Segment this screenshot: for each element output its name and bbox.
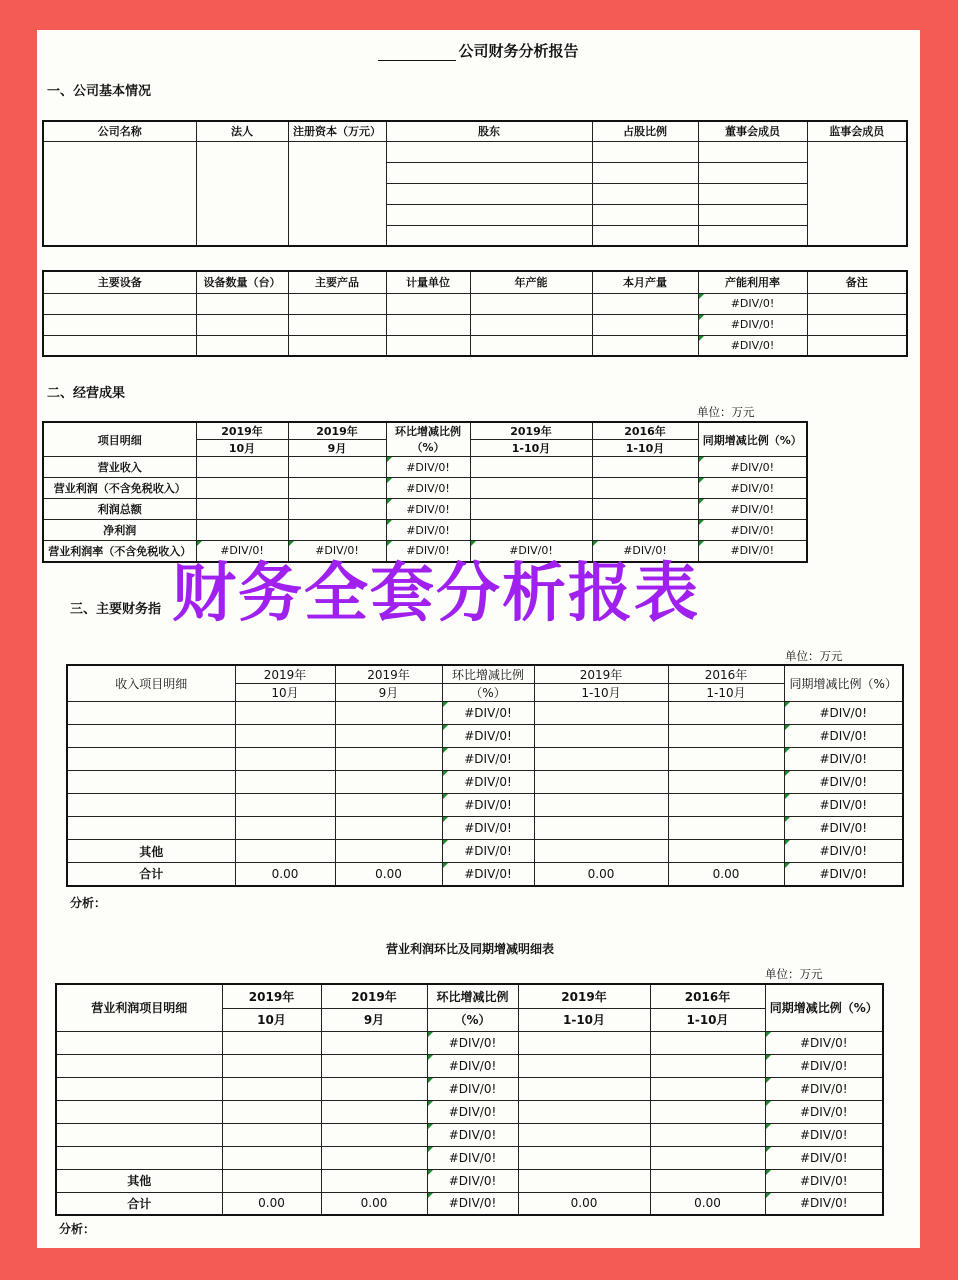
header-row (67, 665, 903, 684)
capacity-utilization-value[interactable]: #DIV/0! (698, 335, 807, 356)
yoy-cell[interactable]: #DIV/0! (698, 457, 807, 478)
legal-person-cell[interactable] (196, 141, 288, 246)
table-row (56, 1100, 883, 1123)
basic-info-header-row (43, 121, 907, 141)
cell[interactable] (335, 840, 442, 863)
cell[interactable] (534, 840, 668, 863)
cell[interactable] (288, 457, 386, 478)
equipment-header-row (43, 271, 907, 293)
col-legal-person: 法人 (196, 121, 288, 141)
mom-cell: #DIV/0! (427, 1192, 518, 1215)
operating-profit-table-title: 营业利润环比及同期增减明细表 (385, 942, 554, 956)
cell[interactable] (235, 817, 335, 840)
shareholder-cell[interactable] (386, 141, 592, 162)
cell[interactable] (235, 748, 335, 771)
table-row (67, 840, 903, 863)
col-yoy-ratio: 同期增减比例（%） (784, 665, 903, 702)
cell[interactable] (668, 840, 784, 863)
cell[interactable] (196, 499, 288, 520)
table-row (56, 1169, 883, 1192)
cell[interactable] (43, 314, 196, 335)
yoy-cell[interactable]: #DIV/0! (784, 702, 903, 725)
cell[interactable] (518, 1123, 650, 1146)
yoy-cell[interactable]: #DIV/0! (784, 817, 903, 840)
table-row (67, 817, 903, 840)
cell[interactable] (518, 1146, 650, 1169)
col-2019-year: 2019年 (470, 422, 592, 440)
promo-banner-text: 财务全套分析报表 (172, 557, 700, 631)
cell[interactable] (196, 478, 288, 499)
row-label-total: 合计 (67, 863, 235, 886)
col-sep: 9月 (321, 1008, 427, 1031)
capacity-utilization-value[interactable]: #DIV/0! (698, 293, 807, 314)
cell[interactable]: #DIV/0! (470, 541, 592, 562)
board-member-cell[interactable] (698, 141, 807, 162)
cell[interactable] (470, 520, 592, 541)
cell[interactable]: #DIV/0! (592, 541, 698, 562)
mom-cell[interactable]: #DIV/0! (442, 771, 534, 794)
cell[interactable] (235, 771, 335, 794)
cell[interactable] (222, 1100, 321, 1123)
share-ratio-cell[interactable] (592, 225, 698, 246)
col-2019-year: 2019年 (335, 665, 442, 684)
row-label: 利润总额 (43, 499, 196, 520)
table-row (56, 1146, 883, 1169)
section2-unit: 单位：万元 (697, 405, 755, 419)
yoy-cell[interactable]: #DIV/0! (765, 1146, 883, 1169)
col-2019-year: 2019年 (235, 665, 335, 684)
col-main-product: 主要产品 (288, 271, 386, 293)
table-row (43, 141, 907, 162)
cell[interactable] (518, 1169, 650, 1192)
cell[interactable] (43, 293, 196, 314)
mom-cell[interactable]: #DIV/0! (442, 817, 534, 840)
row-label[interactable] (56, 1100, 222, 1123)
col-mom-percent: （%） (442, 684, 534, 702)
col-mom-ratio: 环比增减比例（%） (386, 422, 470, 457)
cell[interactable] (196, 335, 288, 356)
total-cell: 0.00 (534, 863, 668, 886)
header-row (56, 984, 883, 1008)
cell[interactable] (592, 457, 698, 478)
cell[interactable]: #DIV/0! (196, 541, 288, 562)
row-label[interactable] (56, 1146, 222, 1169)
cell[interactable] (592, 293, 698, 314)
cell[interactable] (518, 1031, 650, 1054)
total-cell: 0.00 (650, 1192, 765, 1215)
col-mom-ratio: 环比增减比例 (427, 984, 518, 1008)
yoy-cell[interactable]: #DIV/0! (698, 499, 807, 520)
col-2016-year: 2016年 (668, 665, 784, 684)
cell[interactable] (470, 314, 592, 335)
cell[interactable] (470, 293, 592, 314)
table-row (43, 335, 907, 356)
share-ratio-cell[interactable] (592, 204, 698, 225)
mom-cell[interactable]: #DIV/0! (386, 520, 470, 541)
table-row (43, 314, 907, 335)
cell[interactable] (235, 702, 335, 725)
board-member-cell[interactable] (698, 225, 807, 246)
mom-cell[interactable]: #DIV/0! (442, 840, 534, 863)
yoy-cell[interactable]: #DIV/0! (765, 1169, 883, 1192)
row-label[interactable] (67, 725, 235, 748)
col-2019-year: 2019年 (196, 422, 288, 440)
section4-unit: 单位：万元 (765, 967, 823, 981)
cell[interactable] (288, 520, 386, 541)
cell[interactable] (288, 478, 386, 499)
table-row (67, 794, 903, 817)
col-monthly-output: 本月产量 (592, 271, 698, 293)
yoy-cell[interactable]: #DIV/0! (784, 725, 903, 748)
yoy-cell[interactable]: #DIV/0! (765, 1100, 883, 1123)
yoy-cell[interactable]: #DIV/0! (765, 1123, 883, 1146)
table-row (56, 1031, 883, 1054)
section1-heading: 一、公司基本情况 (47, 84, 152, 99)
col-supervisors: 监事会成员 (807, 121, 907, 141)
cell[interactable] (592, 520, 698, 541)
cell[interactable] (386, 335, 470, 356)
cell[interactable] (196, 520, 288, 541)
cell[interactable] (222, 1123, 321, 1146)
row-label-other: 其他 (56, 1169, 222, 1192)
cell[interactable] (335, 748, 442, 771)
col-shareholder: 股东 (386, 121, 592, 141)
cell[interactable] (668, 702, 784, 725)
col-board-members: 董事会成员 (698, 121, 807, 141)
cell[interactable] (470, 335, 592, 356)
operating-profit-table (55, 983, 884, 1216)
table-row (43, 478, 807, 499)
row-label-other: 其他 (67, 840, 235, 863)
col-2019-year: 2019年 (288, 422, 386, 440)
total-cell: 0.00 (668, 863, 784, 886)
cell[interactable] (386, 293, 470, 314)
mom-cell[interactable]: #DIV/0! (442, 794, 534, 817)
col-capacity-utilization: 产能利用率 (698, 271, 807, 293)
cell[interactable] (470, 457, 592, 478)
mom-cell[interactable]: #DIV/0! (386, 499, 470, 520)
table-row (56, 1077, 883, 1100)
col-annual-capacity: 年产能 (470, 271, 592, 293)
company-name-blank (378, 46, 456, 61)
total-cell: 0.00 (335, 863, 442, 886)
col-yoy-ratio: 同期增减比例（%） (698, 422, 807, 457)
yoy-cell[interactable]: #DIV/0! (784, 840, 903, 863)
mom-cell[interactable]: #DIV/0! (386, 457, 470, 478)
col-2016-year: 2016年 (592, 422, 698, 440)
yoy-cell[interactable]: #DIV/0! (784, 794, 903, 817)
col-sep: 9月 (288, 440, 386, 457)
cell[interactable] (534, 817, 668, 840)
row-label: 营业利润（不含免税收入） (43, 478, 196, 499)
row-label: 净利润 (43, 520, 196, 541)
report-title: 公司财务分析报告 (37, 40, 920, 61)
cell[interactable] (222, 1077, 321, 1100)
supervisors-cell[interactable] (807, 141, 907, 246)
col-jan-oct: 1-10月 (518, 1008, 650, 1031)
cell[interactable] (321, 1100, 427, 1123)
registered-capital-cell[interactable] (288, 141, 386, 246)
yoy-cell: #DIV/0! (765, 1192, 883, 1215)
share-ratio-cell[interactable] (592, 183, 698, 204)
table-row (56, 1054, 883, 1077)
col-2016-year: 2016年 (650, 984, 765, 1008)
cell[interactable] (668, 794, 784, 817)
cell[interactable] (196, 457, 288, 478)
table-row (43, 499, 807, 520)
cell[interactable] (650, 1100, 765, 1123)
row-label[interactable] (67, 771, 235, 794)
col-unit: 计量单位 (386, 271, 470, 293)
col-jan-oct: 1-10月 (592, 440, 698, 457)
col-2019-year: 2019年 (321, 984, 427, 1008)
mom-cell[interactable]: #DIV/0! (427, 1100, 518, 1123)
capacity-utilization-value[interactable]: #DIV/0! (698, 314, 807, 335)
shareholder-cell[interactable] (386, 204, 592, 225)
cell[interactable] (518, 1077, 650, 1100)
cell[interactable] (288, 314, 386, 335)
cell[interactable] (807, 293, 907, 314)
report-sheet (37, 30, 920, 1248)
board-member-cell[interactable] (698, 183, 807, 204)
row-label[interactable] (56, 1077, 222, 1100)
mom-cell[interactable]: #DIV/0! (427, 1146, 518, 1169)
table-row (43, 520, 807, 541)
cell[interactable] (592, 478, 698, 499)
mom-cell: #DIV/0! (442, 863, 534, 886)
cell[interactable] (335, 817, 442, 840)
row-label: 营业利润率（不含免税收入） (43, 541, 196, 562)
cell[interactable] (807, 335, 907, 356)
mom-cell[interactable]: #DIV/0! (442, 702, 534, 725)
cell[interactable] (335, 794, 442, 817)
col-share-ratio: 占股比例 (592, 121, 698, 141)
mom-cell[interactable]: #DIV/0! (386, 478, 470, 499)
total-cell: 0.00 (222, 1192, 321, 1215)
cell[interactable] (335, 702, 442, 725)
cell[interactable] (592, 314, 698, 335)
cell[interactable] (592, 499, 698, 520)
yoy-cell[interactable]: #DIV/0! (698, 478, 807, 499)
cell[interactable] (650, 1077, 765, 1100)
col-registered-capital: 注册资本（万元） (288, 121, 386, 141)
mom-cell[interactable]: #DIV/0! (427, 1169, 518, 1192)
cell[interactable]: #DIV/0! (288, 541, 386, 562)
row-label[interactable] (56, 1054, 222, 1077)
cell[interactable] (807, 314, 907, 335)
col-equipment-qty: 设备数量（台） (196, 271, 288, 293)
col-company-name: 公司名称 (43, 121, 196, 141)
cell[interactable] (321, 1169, 427, 1192)
cell[interactable] (534, 702, 668, 725)
table-row (67, 702, 903, 725)
table-row (67, 725, 903, 748)
cell[interactable] (335, 725, 442, 748)
cell[interactable] (668, 817, 784, 840)
mom-cell[interactable]: #DIV/0! (442, 748, 534, 771)
row-label[interactable] (56, 1123, 222, 1146)
col-sep: 9月 (335, 684, 442, 702)
yoy-cell[interactable]: #DIV/0! (784, 771, 903, 794)
col-main-equipment: 主要设备 (43, 271, 196, 293)
section3-heading: 三、主要财务指 (70, 602, 162, 617)
cell[interactable] (335, 771, 442, 794)
cell[interactable] (43, 335, 196, 356)
company-name-cell[interactable] (43, 141, 196, 246)
cell[interactable] (222, 1054, 321, 1077)
total-row (67, 863, 903, 886)
cell[interactable] (321, 1031, 427, 1054)
col-2019-year: 2019年 (534, 665, 668, 684)
cell[interactable] (222, 1169, 321, 1192)
cell[interactable] (196, 293, 288, 314)
col-2019-year: 2019年 (518, 984, 650, 1008)
yoy-cell[interactable]: #DIV/0! (765, 1054, 883, 1077)
cell[interactable] (650, 1031, 765, 1054)
share-ratio-cell[interactable] (592, 141, 698, 162)
share-ratio-cell[interactable] (592, 162, 698, 183)
total-cell: 0.00 (321, 1192, 427, 1215)
mom-cell[interactable]: #DIV/0! (427, 1077, 518, 1100)
total-cell: 0.00 (235, 863, 335, 886)
yoy-cell[interactable]: #DIV/0! (698, 541, 807, 562)
board-member-cell[interactable] (698, 204, 807, 225)
cell[interactable] (235, 840, 335, 863)
yoy-cell[interactable]: #DIV/0! (765, 1077, 883, 1100)
section2-heading: 二、经营成果 (47, 386, 126, 401)
row-label[interactable] (67, 702, 235, 725)
cell[interactable] (235, 794, 335, 817)
mom-cell[interactable]: #DIV/0! (442, 725, 534, 748)
col-remarks: 备注 (807, 271, 907, 293)
row-label[interactable] (67, 794, 235, 817)
mom-cell[interactable]: #DIV/0! (427, 1054, 518, 1077)
row-label[interactable] (67, 817, 235, 840)
analysis-label: 分析： (70, 896, 107, 910)
board-member-cell[interactable] (698, 162, 807, 183)
equipment-table (42, 270, 908, 357)
cell[interactable] (321, 1054, 427, 1077)
cell[interactable] (518, 1054, 650, 1077)
cell[interactable] (650, 1146, 765, 1169)
col-jan-oct: 1-10月 (534, 684, 668, 702)
cell[interactable] (288, 293, 386, 314)
cell[interactable] (668, 748, 784, 771)
shareholder-cell[interactable] (386, 183, 592, 204)
row-label[interactable] (56, 1031, 222, 1054)
row-label[interactable] (67, 748, 235, 771)
yoy-cell[interactable]: #DIV/0! (698, 520, 807, 541)
cell[interactable] (288, 499, 386, 520)
shareholder-cell[interactable] (386, 225, 592, 246)
shareholder-cell[interactable] (386, 162, 592, 183)
col-oct: 10月 (196, 440, 288, 457)
col-jan-oct: 1-10月 (470, 440, 592, 457)
cell[interactable] (650, 1169, 765, 1192)
cell[interactable] (650, 1123, 765, 1146)
cell[interactable] (196, 314, 288, 335)
row-label-total: 合计 (56, 1192, 222, 1215)
table-row (67, 771, 903, 794)
cell[interactable] (321, 1146, 427, 1169)
analysis-label: 分析： (59, 1222, 96, 1236)
operating-results-table (42, 421, 808, 563)
cell[interactable] (534, 794, 668, 817)
table-row (43, 457, 807, 478)
revenue-detail-table (66, 664, 904, 887)
section3-unit: 单位：万元 (785, 649, 843, 663)
cell[interactable] (650, 1054, 765, 1077)
col-item: 收入项目明细 (67, 665, 235, 702)
table-row (67, 748, 903, 771)
yoy-cell[interactable]: #DIV/0! (765, 1031, 883, 1054)
cell[interactable] (288, 335, 386, 356)
header-row (43, 422, 807, 440)
col-jan-oct: 1-10月 (650, 1008, 765, 1031)
col-oct: 10月 (222, 1008, 321, 1031)
cell[interactable] (534, 771, 668, 794)
col-mom-percent: （%） (427, 1008, 518, 1031)
row-label: 营业收入 (43, 457, 196, 478)
table-row (56, 1123, 883, 1146)
cell[interactable] (386, 314, 470, 335)
mom-cell[interactable]: #DIV/0! (427, 1031, 518, 1054)
cell[interactable] (668, 771, 784, 794)
col-oct: 10月 (235, 684, 335, 702)
cell[interactable] (668, 725, 784, 748)
cell[interactable] (321, 1077, 427, 1100)
cell[interactable] (222, 1146, 321, 1169)
col-yoy-ratio: 同期增减比例（%） (765, 984, 883, 1031)
cell[interactable] (235, 725, 335, 748)
cell[interactable] (518, 1100, 650, 1123)
col-jan-oct: 1-10月 (668, 684, 784, 702)
cell[interactable] (470, 499, 592, 520)
cell[interactable] (470, 478, 592, 499)
col-2019-year: 2019年 (222, 984, 321, 1008)
basic-info-table (42, 120, 908, 247)
cell[interactable] (222, 1031, 321, 1054)
cell[interactable] (534, 725, 668, 748)
mom-cell[interactable]: #DIV/0! (386, 541, 470, 562)
col-item: 营业利润项目明细 (56, 984, 222, 1031)
total-row (56, 1192, 883, 1215)
col-item: 项目明细 (43, 422, 196, 457)
mom-cell[interactable]: #DIV/0! (427, 1123, 518, 1146)
col-mom-ratio: 环比增减比例 (442, 665, 534, 684)
cell[interactable] (592, 335, 698, 356)
cell[interactable] (321, 1123, 427, 1146)
yoy-cell: #DIV/0! (784, 863, 903, 886)
yoy-cell[interactable]: #DIV/0! (784, 748, 903, 771)
total-cell: 0.00 (518, 1192, 650, 1215)
cell[interactable] (534, 748, 668, 771)
table-row (43, 293, 907, 314)
